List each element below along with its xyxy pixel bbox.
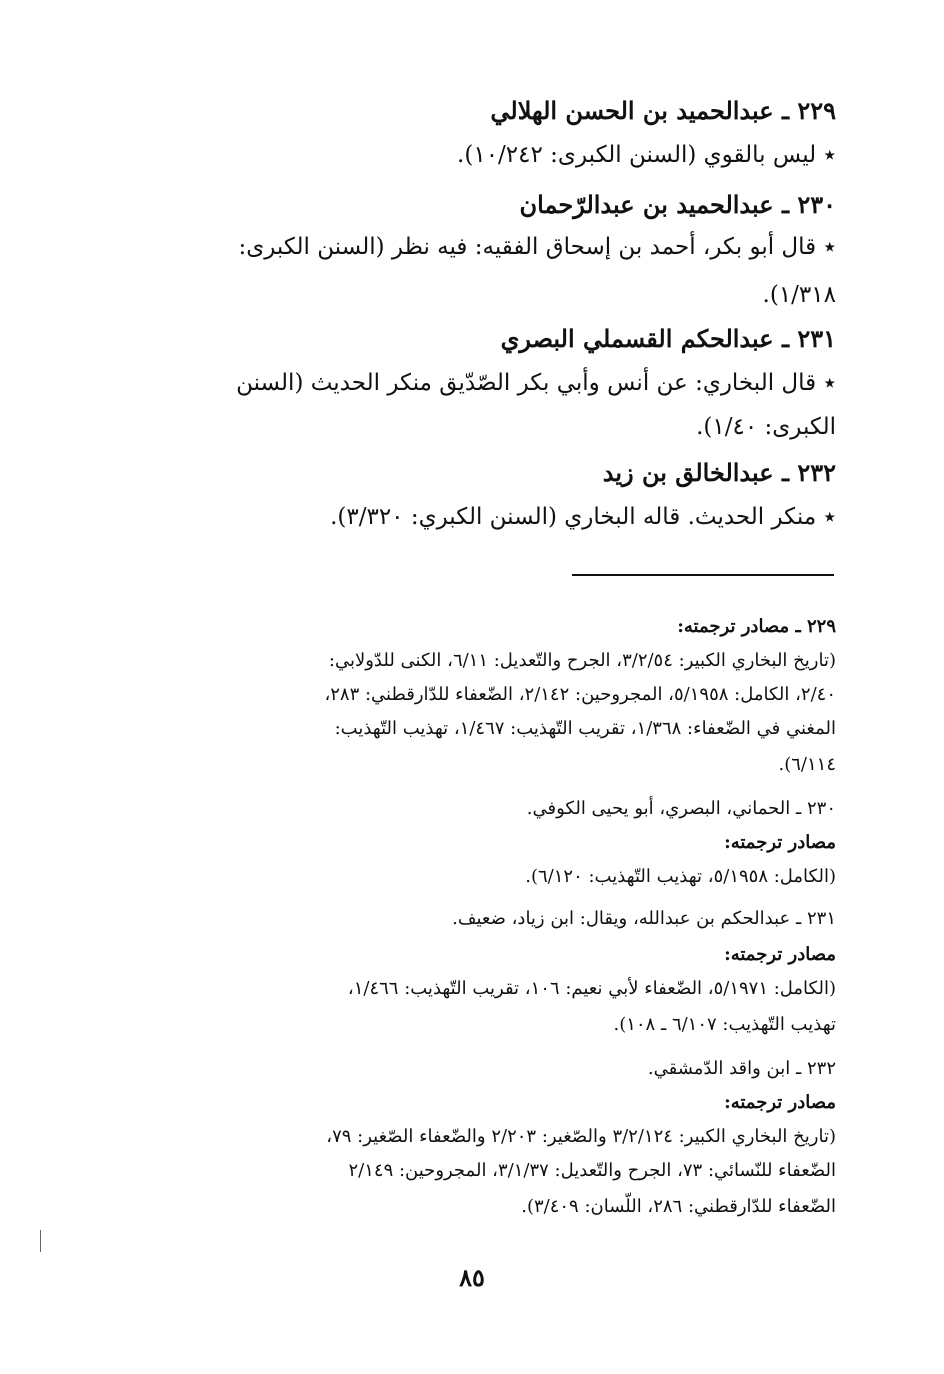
entry-229-text: ٭ ليس بالقوي (السنن الكبرى: ١٠/٢٤٢). xyxy=(457,142,836,168)
entry-229-heading: ٢٢٩ ـ عبدالحميد بن الحسن الهلالي xyxy=(490,96,836,125)
entry-231-text-line-1: ٭ قال البخاري: عن أنس وأبي بكر الصّدّيق منكر الحديث (السنن xyxy=(236,370,836,396)
footnote-232-sources-label: مصادر ترجمته: xyxy=(724,1092,836,1113)
entry-231-text-line-2: الكبرى: ١/٤٠). xyxy=(696,414,836,440)
entry-231-heading: ٢٣١ ـ عبدالحكم القسملي البصري xyxy=(500,324,836,353)
footnote-229-title: ٢٢٩ ـ مصادر ترجمته: xyxy=(677,616,836,637)
footnote-229-line: (تاريخ البخاري الكبير: ٣/٢/٥٤، الجرح والتّعديل: ٦/١١، الكنى للدّولابي: xyxy=(328,650,836,671)
entry-230-heading: ٢٣٠ ـ عبدالحميد بن عبدالرّحمان xyxy=(519,190,836,219)
footnote-separator xyxy=(572,574,834,576)
footnote-232-title: ٢٣٢ ـ ابن واقد الدّمشقي. xyxy=(647,1058,836,1079)
entry-232-heading: ٢٣٢ ـ عبدالخالق بن زيد xyxy=(602,458,836,487)
footnote-231-title: ٢٣١ ـ عبدالحكم بن عبدالله، ويقال: ابن زياد، ضعيف. xyxy=(452,908,836,929)
entry-232-text: ٭ منكر الحديث. قاله البخاري (السنن الكبري: ٣/٣٢٠). xyxy=(330,504,836,530)
footnote-232-line: (تاريخ البخاري الكبير: ٣/٢/١٢٤ والصّغير: ٢/٢٠٣ والضّعفاء الصّغير: ٧٩، xyxy=(326,1126,836,1147)
entry-230-text-line-1: ٭ قال أبو بكر، أحمد بن إسحاق الفقيه: فيه نظر (السنن الكبرى: xyxy=(238,234,836,260)
footnote-229-line: المغني في الضّعفاء: ١/٣٦٨، تقريب التّهذيب: ١/٤٦٧، تهذيب التّهذيب: xyxy=(334,718,836,739)
footnote-230-line: (الكامل: ٥/١٩٥٨، تهذيب التّهذيب: ٦/١٢٠). xyxy=(525,866,836,887)
footnote-230-sources-label: مصادر ترجمته: xyxy=(724,832,836,853)
page-number: ٨٥ xyxy=(459,1263,485,1292)
footnote-231-line: تهذيب التّهذيب: ٦/١٠٧ ـ ١٠٨). xyxy=(613,1014,836,1035)
footnote-232-line: الضّعفاء للدّارقطني: ٢٨٦، اللّسان: ٣/٤٠٩). xyxy=(521,1196,836,1217)
footnote-231-line: (الكامل: ٥/١٩٧١، الضّعفاء لأبي نعيم: ١٠٦، تقريب التّهذيب: ١/٤٦٦، xyxy=(347,978,836,999)
scan-edge-mark xyxy=(40,1230,43,1252)
footnote-229-line: ٢/٤٠، الكامل: ٥/١٩٥٨، المجروحين: ٢/١٤٢، الضّعفاء للدّارقطني: ٢٨٣، xyxy=(324,684,836,705)
footnote-231-sources-label: مصادر ترجمته: xyxy=(724,944,836,965)
footnote-230-title: ٢٣٠ ـ الحماني، البصري، أبو يحيى الكوفي. xyxy=(526,798,836,819)
entry-230-text-line-2: ١/٣١٨). xyxy=(762,282,836,308)
footnote-229-line: ٦/١١٤). xyxy=(778,754,836,775)
footnote-232-line: الضّعفاء للنّسائي: ٧٣، الجرح والتّعديل: ٣/١/٣٧، المجروحين: ٢/١٤٩ xyxy=(348,1160,836,1181)
